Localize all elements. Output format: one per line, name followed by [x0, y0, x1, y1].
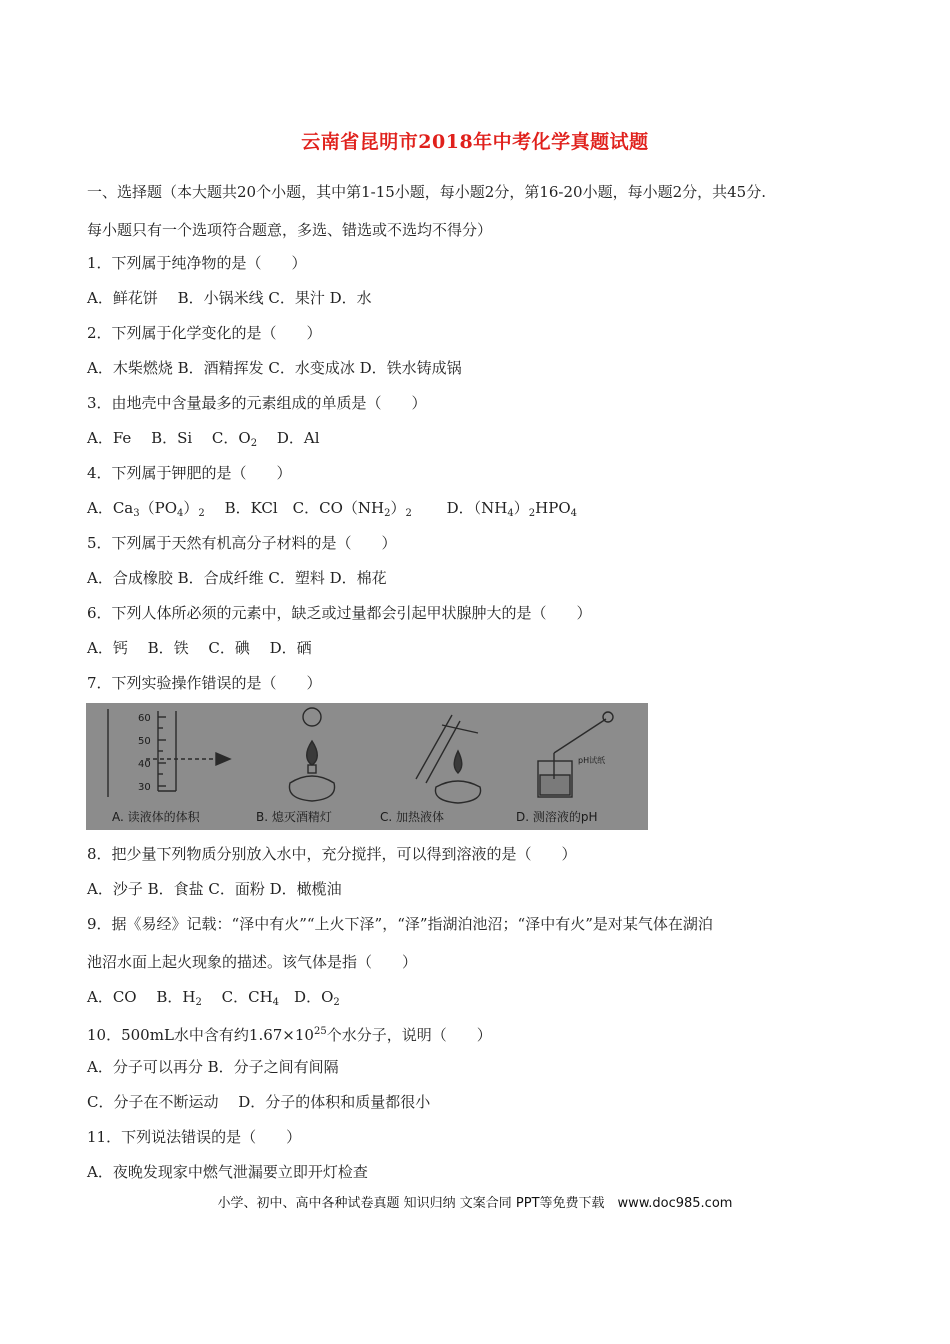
q4-options: A．$Ca_3(PO_4)_2$ B．KCl C．$CO(NH_2)_2$ D．$(NH_4)_2HPO_4$ — [87, 499, 578, 519]
q2-stem: 2．下列属于化学变化的是（ ） — [87, 324, 322, 342]
cylinder-tick-60: 60 — [138, 713, 151, 724]
alcohol-lamp-illustration — [289, 708, 334, 801]
q9-options: A．CO B．$H_2$ C．$CH_4$ D．$O_2$ — [87, 988, 340, 1008]
graduated-cylinder-illustration — [108, 709, 230, 797]
q3-stem: 3．由地壳中含量最多的元素组成的单质是（ ） — [87, 394, 427, 412]
q8-options: A．沙子 B．食盐 C．面粉 D．橄榄油 — [87, 880, 342, 898]
q10-stem: 10．500mL水中含有约$1.67\times 10^{25}$个水分子，说明（ ） — [87, 1026, 492, 1044]
ph-test-illustration — [538, 712, 613, 797]
caption-a: A. 读液体的体积 — [112, 810, 200, 824]
caption-b: B. 熄灭酒精灯 — [256, 810, 332, 824]
q5-options: A．合成橡胶 B．合成纤维 C．塑料 D．棉花 — [87, 569, 387, 587]
q10-options-2: C．分子在不断运动 D．分子的体积和质量都很小 — [87, 1093, 431, 1111]
q6-options: A．钙 B．铁 C．碘 D．硒 — [87, 639, 312, 657]
heating-test-tube-illustration — [416, 715, 481, 803]
ph-paper-label: pH试纸 — [578, 756, 606, 765]
q10-options-1: A．分子可以再分 B．分子之间有间隔 — [87, 1058, 339, 1076]
q9-stem-line2: 池沼水面上起火现象的描述。该气体是指（ ） — [87, 953, 418, 971]
cylinder-tick-40: 40 — [138, 759, 151, 770]
q11-option-a: A．夜晚发现家中燃气泄漏要立即开灯检查 — [87, 1163, 368, 1181]
q7-stem: 7．下列实验操作错误的是（ ） — [87, 674, 322, 692]
footer-watermark: 小学、初中、高中各种试卷真题 知识归纳 文案合同 PPT等免费下载 www.doc985.com — [217, 1196, 733, 1211]
q1-options: A．鲜花饼 B．小锅米线 C．果汁 D．水 — [87, 289, 372, 307]
q6-stem: 6．下列人体所必须的元素中，缺乏或过量都会引起甲状腺肿大的是（ ） — [87, 604, 592, 622]
cylinder-tick-50: 50 — [138, 736, 151, 747]
q3-options: A．Fe B．Si C．$O_2$ D．Al — [87, 429, 320, 449]
q4-stem: 4．下列属于钾肥的是（ ） — [87, 464, 292, 482]
caption-c: C. 加热液体 — [380, 810, 445, 824]
q1-stem: 1．下列属于纯净物的是（ ） — [87, 254, 307, 272]
page-title: 云南省昆明市2018年中考化学真题试题 — [301, 131, 649, 153]
q5-stem: 5．下列属于天然有机高分子材料的是（ ） — [87, 534, 397, 552]
q7-experiment-figure — [86, 703, 648, 830]
caption-d: D. 测溶液的pH — [516, 810, 598, 824]
q11-stem: 11．下列说法错误的是（ ） — [87, 1128, 302, 1146]
cylinder-tick-30: 30 — [138, 782, 151, 793]
q2-options: A．木柴燃烧 B．酒精挥发 C．水变成冰 D．铁水铸成锅 — [87, 359, 462, 377]
q9-stem-line1: 9．据《易经》记载：“泽中有火”“上火下泽”，“泽”指湖泊池沼；“泽中有火”是对某气体在湖泊 — [87, 915, 713, 933]
section-instructions-line1: 一、选择题（本大题共20个小题，其中第1-15小题，每小题2分，第16-20小题，每小题2分，共45分. — [87, 183, 766, 201]
section-instructions-line2: 每小题只有一个选项符合题意，多选、错选或不选均不得分） — [87, 221, 493, 239]
q8-stem: 8．把少量下列物质分别放入水中，充分搅拌，可以得到溶液的是（ ） — [87, 845, 577, 863]
